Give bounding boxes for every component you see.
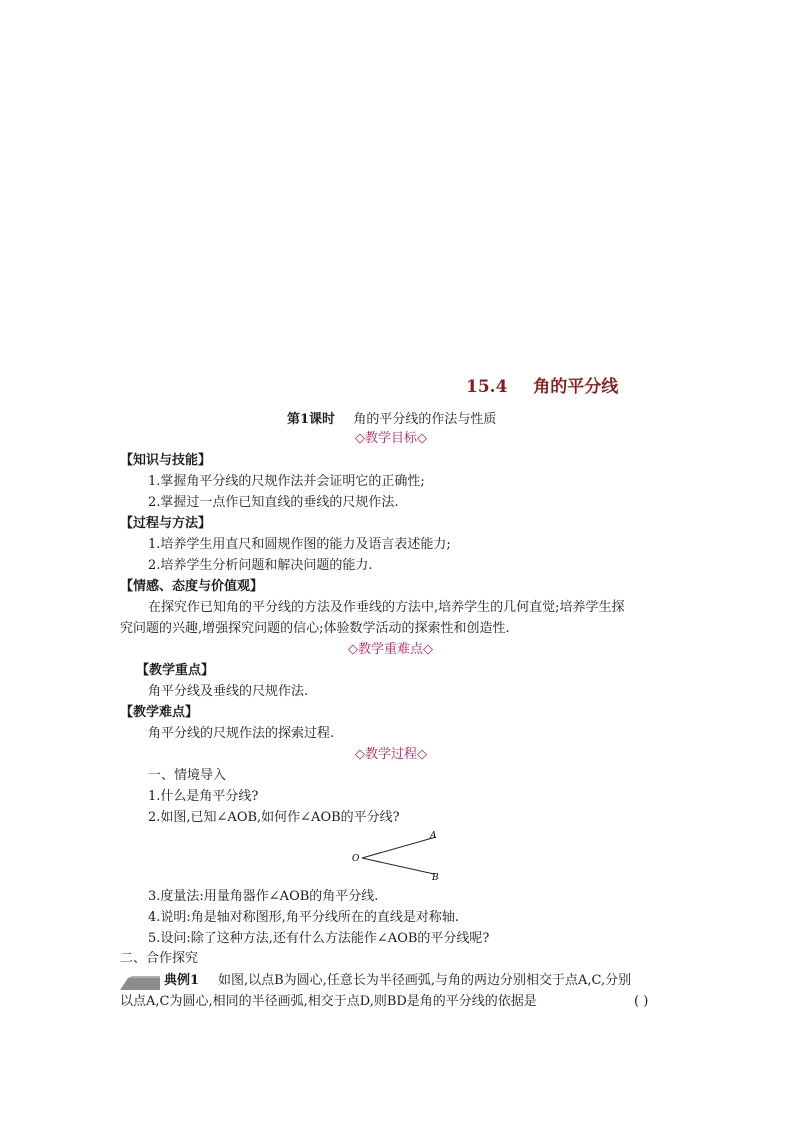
key-point-label: 【教学重点】 [136, 663, 215, 678]
intro-q2: 2.如图,已知∠AOB,如何作∠AOB的平分线? [148, 810, 400, 825]
heading-goals: ◇教学目标◇ [355, 431, 427, 446]
label-a: A [430, 831, 437, 841]
intro-q3: 3.度量法:用量角器作∠AOB的角平分线. [148, 889, 379, 904]
ray-oa [362, 837, 436, 858]
example-marker-icon [120, 976, 160, 990]
intro-q1: 1.什么是角平分线? [148, 789, 259, 804]
emotion-line-1: 在探究作已知角的平分线的方法及作垂线的方法中,培养学生的几何直觉;培养学生探 [148, 600, 625, 615]
intro-q4: 4.说明:角是轴对称图形,角平分线所在的直线是对称轴. [148, 910, 460, 925]
answer-parentheses: ( ) [634, 994, 649, 1009]
knowledge-item-2: 2.掌握过一点作已知直线的垂线的尺规作法. [148, 495, 399, 510]
knowledge-item-1: 1.掌握角平分线的尺规作法并会证明它的正确性; [148, 474, 425, 489]
section-title-text: 角的平分线 [533, 377, 619, 397]
heading-key-points: ◇教学重难点◇ [348, 642, 433, 657]
emotion-label: 【情感、态度与价值观】 [120, 579, 264, 594]
label-o: O [352, 854, 360, 864]
lesson-title-text: 角的平分线的作法与性质 [353, 412, 497, 427]
explore-label: 二、合作探究 [120, 951, 199, 966]
emotion-line-2: 究问题的兴趣,增强探究问题的信心;体验数学活动的探索性和创造性. [120, 621, 510, 636]
intro-label: 一、情境导入 [148, 768, 227, 783]
difficult-point-label: 【教学难点】 [120, 705, 199, 720]
lesson-title [287, 411, 496, 429]
difficult-point-text: 角平分线的尺规作法的探索过程. [148, 726, 335, 741]
heading-process: ◇教学过程◇ [355, 747, 427, 762]
ray-ob [362, 858, 434, 874]
process-item-2: 2.培养学生分析问题和解决问题的能力. [148, 558, 373, 573]
process-item-1: 1.培养学生用直尺和圆规作图的能力及语言表述能力; [148, 537, 451, 552]
intro-q5: 5.设问:除了这种方法,还有什么方法能作∠AOB的平分线呢? [148, 931, 490, 946]
key-point-text: 角平分线及垂线的尺规作法. [148, 684, 309, 699]
example-line-1: 如图,以点B为圆心,任意长为半径画弧,与角的两边分别相交于点A,C,分别 [218, 973, 632, 988]
knowledge-label: 【知识与技能】 [120, 453, 212, 468]
angle-aob-figure [350, 830, 450, 886]
label-b: B [432, 873, 439, 883]
process-label: 【过程与方法】 [120, 516, 212, 531]
section-title [466, 376, 618, 398]
example-label: 典例1 [164, 973, 200, 988]
example-line-2: 以点A,C为圆心,相同的半径画弧,相交于点D,则BD是角的平分线的依据是 [120, 994, 537, 1009]
lesson-prefix: 第1课时 [287, 412, 336, 427]
section-number: 15.4 [466, 377, 508, 397]
